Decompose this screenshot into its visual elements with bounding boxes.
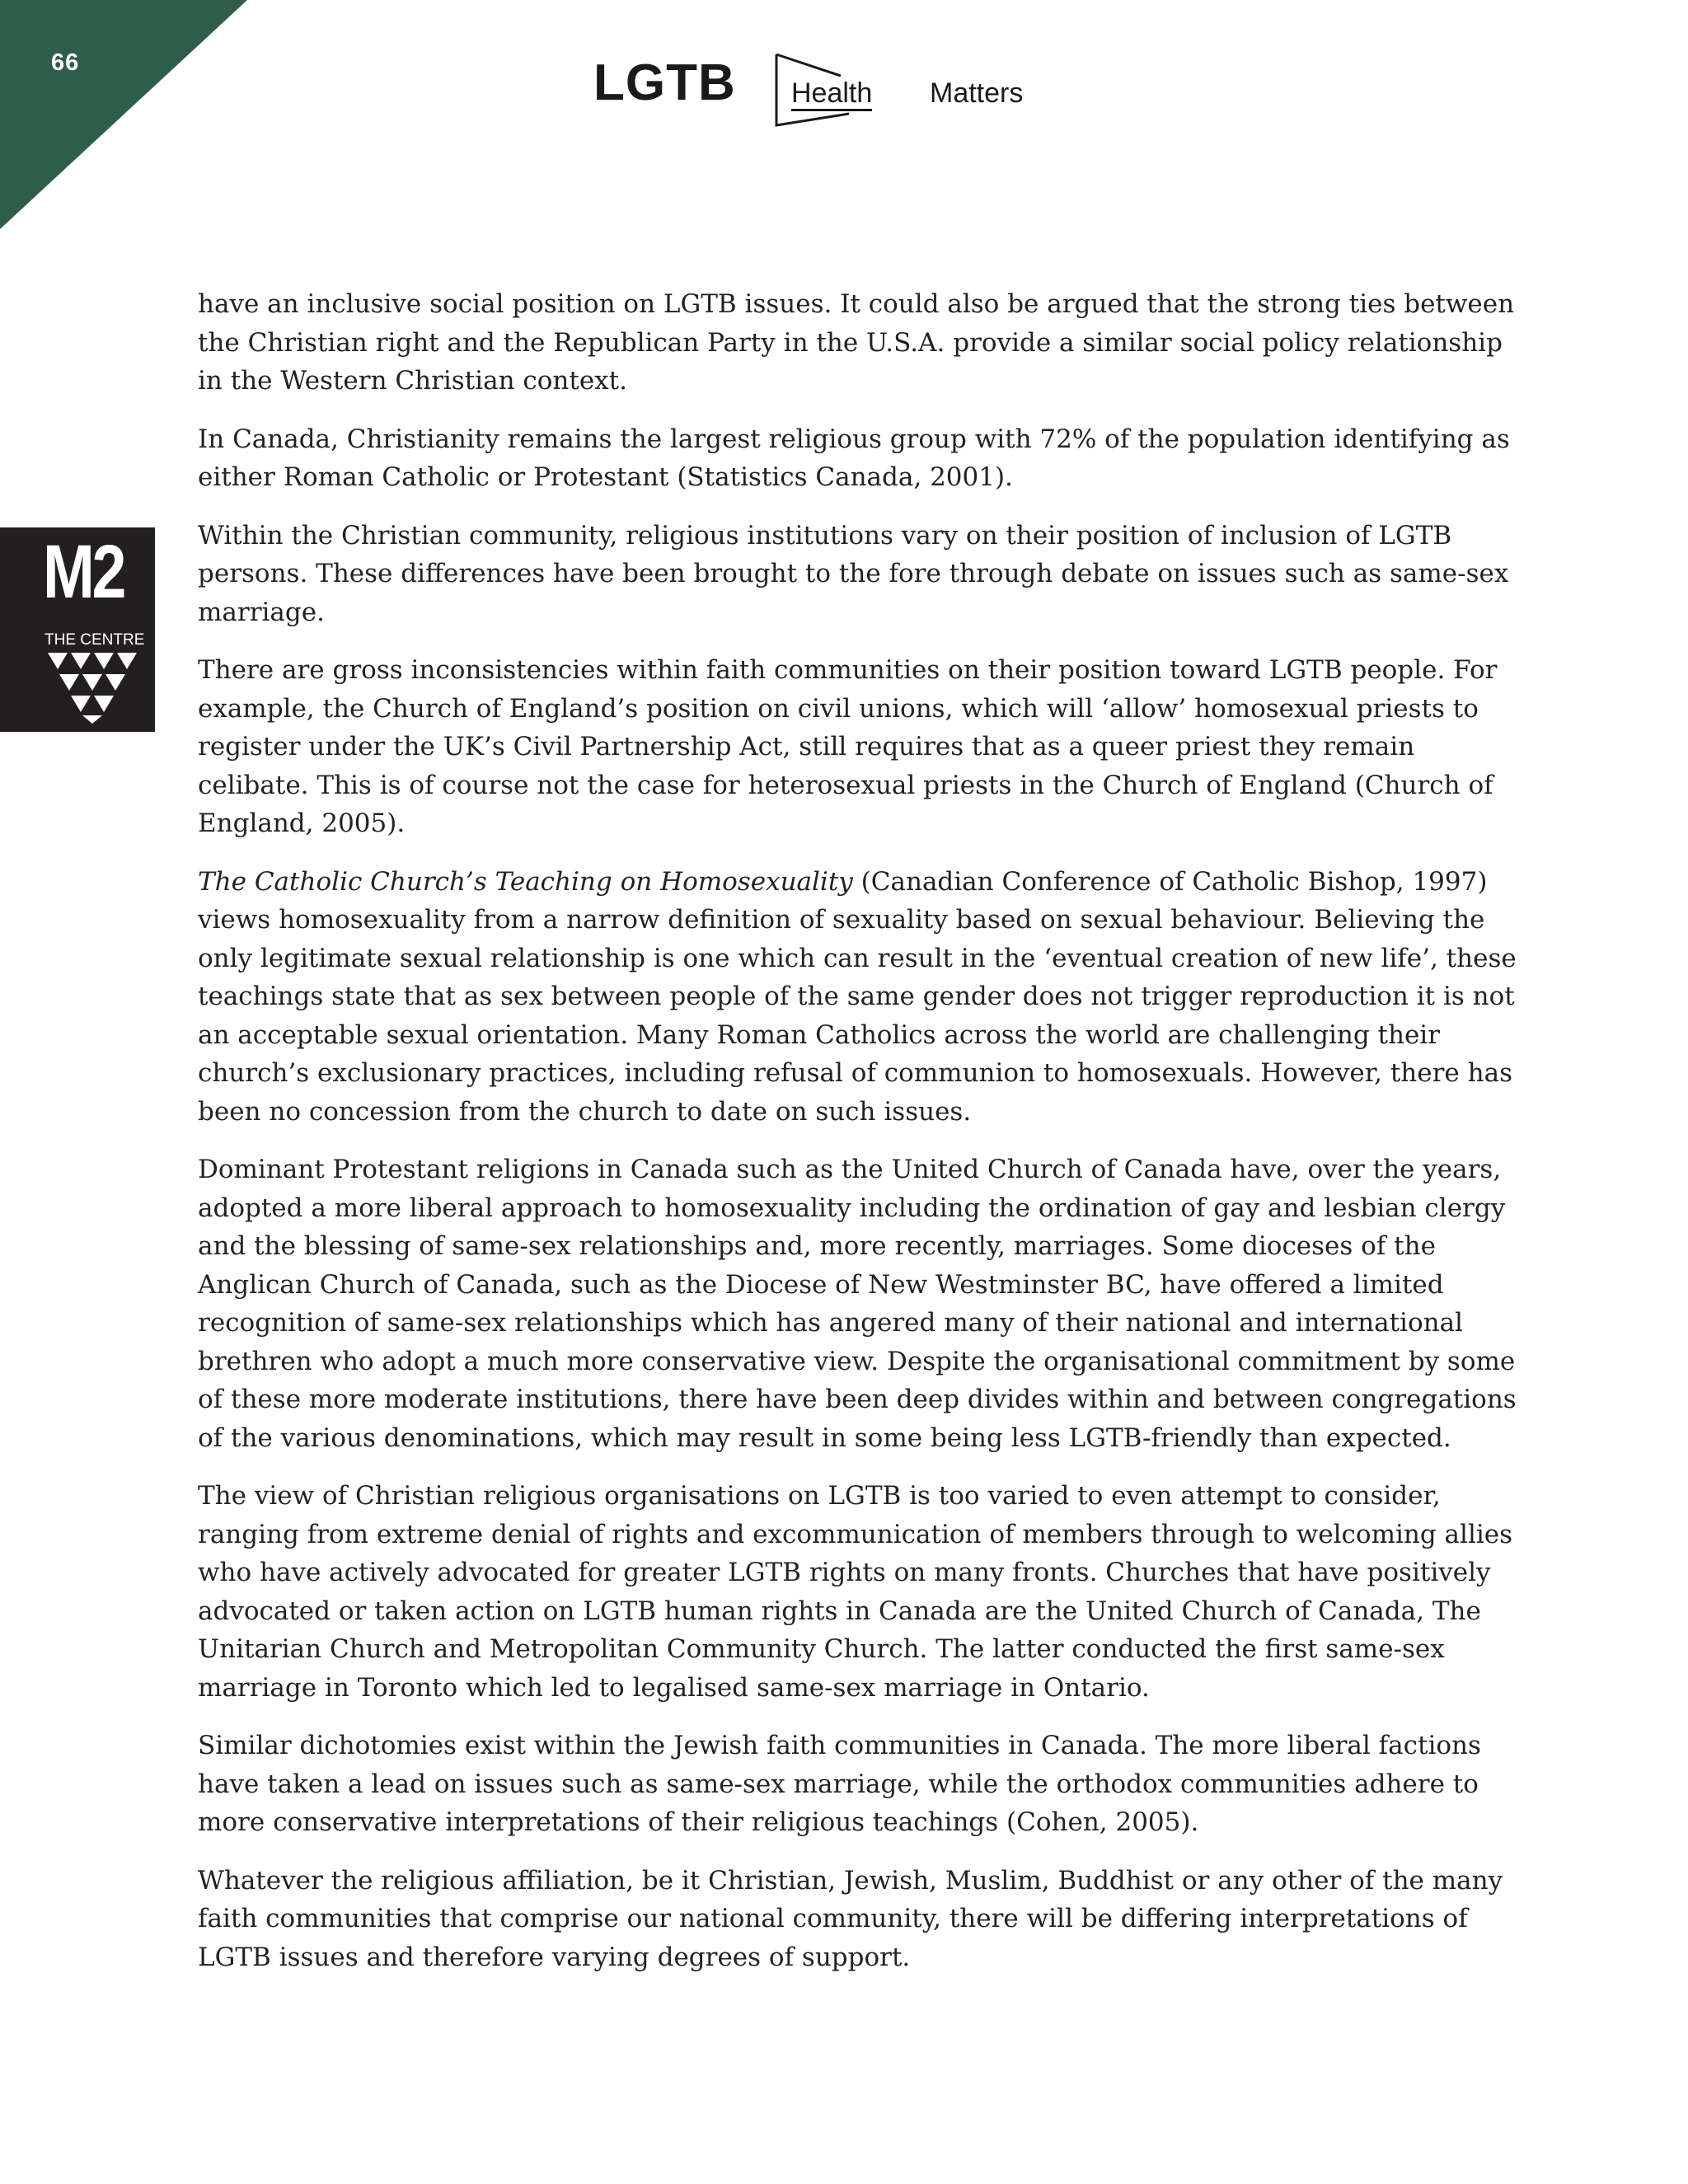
paragraph: Dominant Protestant religions in Canada such as the United Church of Canada have, over the years, adopted a more liberal approach to homosexuality including the ordination of gay and lesbian clergy and the blessing of same-sex relationships and, more recently, marriages. Some dioceses of the Anglican Church of Canada, such as the Diocese of New Westminster BC, have offered a limited recognition of same-sex relationships which has angered many of their national and international brethren who adopt a much more conservative view. Despite the organisational commitment by some of these more moderate institutions, there have been deep divides within and between congregations of the various denominations, which may result in some being less LGTB-friendly than expected. [198, 1155, 1517, 1453]
paragraph: The view of Christian religious organisations on LGTB is too varied to even attempt to consider, ranging from extreme denial of rights and excommunication of members through to welcoming allies who have actively advocated for greater LGTB rights on many fronts. Churches that have positively advocated or taken action on LGTB human rights in Canada are the United Church of Canada, The Unitarian Church and Metropolitan Community Church. The latter conducted the first same-sex marriage in Toronto which led to legalised same-sex marriage in Ontario. [198, 1481, 1513, 1703]
paragraph: In Canada, Christianity remains the largest religious group with 72% of the population identifying as either Roman Catholic or Protestant (Statistics Canada, 2001). [198, 424, 1510, 492]
corner-accent-triangle [0, 0, 247, 229]
paragraph-text: (Canadian Conference of Catholic Bishop, 1997) views homosexuality from a narrow definition of sexuality based on sexual behaviour. Believing the only legitimate sexual relationship is one which can result in the ‘eventual creation of new life’, these teachings state that as sex between people of the same gender does not trigger reproduction it is not an acceptable sexual orientation. Many Roman Catholics across the world are challenging their church’s exclusionary practices, including refusal of communion to homosexuals. However, there has been no concession from the church to date on such issues. [198, 866, 1517, 1127]
paragraph: Similar dichotomies exist within the Jewish faith communities in Canada. The more liberal factions have taken a lead on issues such as same-sex marriage, while the orthodox communities adhere to more conservative interpretations of their religious teachings (Cohen, 2005). [198, 1731, 1481, 1837]
paragraph: Whatever the religious affiliation, be it Christian, Jewish, Muslim, Buddhist or any other of the many faith communities that comprise our national community, there will be differing interpretations of LGTB issues and therefore varying degrees of support. [198, 1865, 1503, 1972]
triangle-grid-icon [46, 649, 145, 724]
section-tab-m2 [0, 527, 155, 732]
logo-matters-text: Matters [930, 77, 1024, 109]
book-title: The Catholic Church’s Teaching on Homosexuality [198, 866, 853, 897]
page-number: 66 [51, 49, 80, 76]
section-tab-label: M2 [43, 530, 124, 614]
header-logo [593, 51, 1088, 134]
body-text [198, 285, 1526, 1996]
logo-health-text: Health [791, 79, 872, 111]
paragraph: There are gross inconsistencies within faith communities on their position toward LGTB people. For example, the Church of England’s position on civil unions, which will ‘allow’ homosexual priests to register under the UK’s Civil Partnership Act, still requires that as a queer priest they remain celibate. This is of course not the case for heterosexual priests in the Church of England (Church of England, 2005). [198, 655, 1498, 838]
paragraph: have an inclusive social position on LGTB issues. It could also be argued that the strong ties between the Christian right and the Republican Party in the U.S.A. provide a similar social policy relationship in the Western Christian context. [198, 289, 1515, 396]
section-tab-subtitle: THE CENTRE [45, 631, 145, 649]
paragraph: Within the Christian community, religious institutions vary on their position of inclusion of LGTB persons. These differences have been brought to the fore through debate on issues such as same-sex marriage. [198, 520, 1509, 627]
logo-lgtb-text: LGTB [593, 54, 736, 111]
paragraph [198, 863, 1526, 1132]
